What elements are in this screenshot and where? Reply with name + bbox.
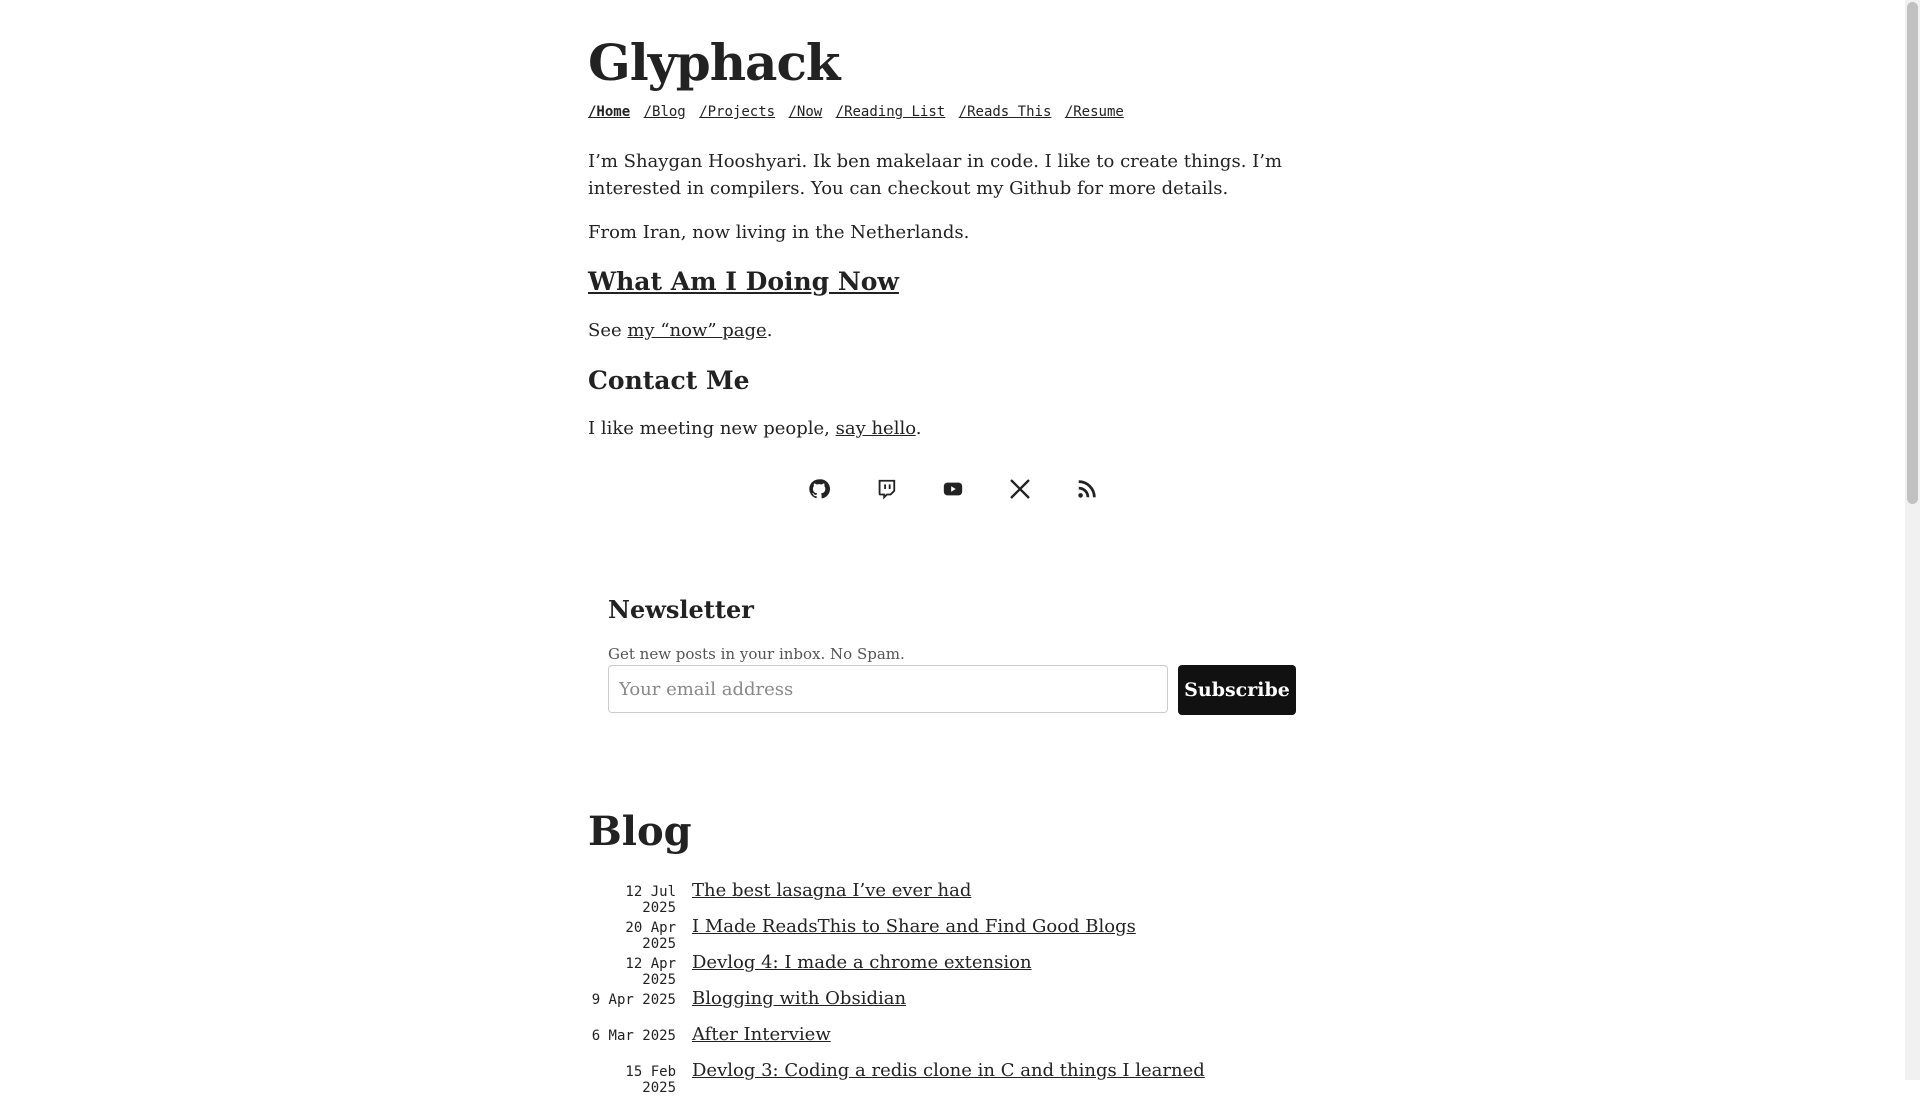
blog-heading: Blog — [588, 808, 692, 855]
post-link[interactable]: After Interview — [692, 1024, 831, 1045]
nav-reads-this[interactable]: /Reads This — [958, 104, 1052, 120]
rss-icon[interactable] — [1076, 478, 1098, 500]
list-item — [588, 1024, 1318, 1060]
now-paragraph — [588, 317, 772, 344]
scrollbar[interactable] — [1905, 0, 1920, 1080]
now-heading[interactable]: What Am I Doing Now — [588, 267, 899, 296]
main-content — [588, 0, 1318, 1096]
nav-blog[interactable]: /Blog — [643, 104, 686, 120]
location-paragraph: From Iran, now living in the Netherlands. — [588, 222, 970, 243]
newsletter-subtitle: Get new posts in your inbox. No Spam. — [608, 645, 905, 663]
post-date: 20 Apr 2025 — [625, 920, 676, 952]
post-link[interactable]: Devlog 4: I made a chrome extension — [692, 952, 1032, 973]
youtube-icon[interactable] — [942, 478, 964, 500]
scrollbar-thumb[interactable] — [1907, 2, 1918, 504]
post-link[interactable]: Devlog 3: Coding a redis clone in C and things I learned — [692, 1060, 1205, 1081]
post-date: 9 Apr 2025 — [591, 992, 676, 1008]
social-links — [808, 478, 1098, 500]
say-hello-link[interactable]: say hello — [835, 418, 916, 439]
nav-home[interactable]: /Home — [588, 104, 631, 120]
list-item — [588, 952, 1318, 988]
contact-heading: Contact Me — [588, 366, 750, 395]
twitch-icon[interactable] — [875, 478, 897, 500]
intro-paragraph: I’m Shaygan Hooshyari. Ik ben makelaar in code. I like to create things. I’m interested in compilers. You can checkout my Github for more details. — [588, 151, 1283, 199]
subscribe-button[interactable]: Subscribe — [1178, 665, 1296, 715]
list-item — [588, 880, 1318, 916]
nav-projects[interactable]: /Projects — [699, 104, 776, 120]
site-title[interactable]: Glyphack — [588, 33, 840, 92]
post-link[interactable]: Blogging with Obsidian — [692, 988, 907, 1009]
site-nav — [588, 104, 1318, 120]
x-icon[interactable] — [1009, 478, 1031, 500]
email-input[interactable] — [608, 665, 1168, 713]
contact-prefix: I like meeting new people, — [588, 418, 836, 439]
post-date: 12 Apr 2025 — [625, 956, 676, 988]
list-item — [588, 916, 1318, 952]
github-icon[interactable] — [808, 478, 830, 500]
now-suffix: . — [766, 320, 773, 341]
now-page-link[interactable]: my “now” page — [627, 320, 767, 341]
nav-now[interactable]: /Now — [788, 104, 823, 120]
contact-paragraph — [588, 415, 921, 442]
post-date: 12 Jul 2025 — [625, 884, 676, 916]
list-item — [588, 1060, 1318, 1096]
nav-resume[interactable]: /Resume — [1064, 104, 1124, 120]
post-link[interactable]: The best lasagna I’ve ever had — [692, 880, 972, 901]
list-item — [588, 988, 1318, 1024]
post-link[interactable]: I Made ReadsThis to Share and Find Good Blogs — [692, 916, 1136, 937]
newsletter-form — [608, 595, 1298, 715]
contact-suffix: . — [915, 418, 922, 439]
post-date: 15 Feb 2025 — [625, 1064, 676, 1096]
nav-reading-list[interactable]: /Reading List — [835, 104, 946, 120]
now-prefix: See — [588, 320, 628, 341]
newsletter-row — [608, 665, 1298, 715]
post-date: 6 Mar 2025 — [591, 1028, 676, 1044]
blog-post-list — [588, 880, 1318, 1096]
newsletter-title: Newsletter — [608, 595, 754, 624]
